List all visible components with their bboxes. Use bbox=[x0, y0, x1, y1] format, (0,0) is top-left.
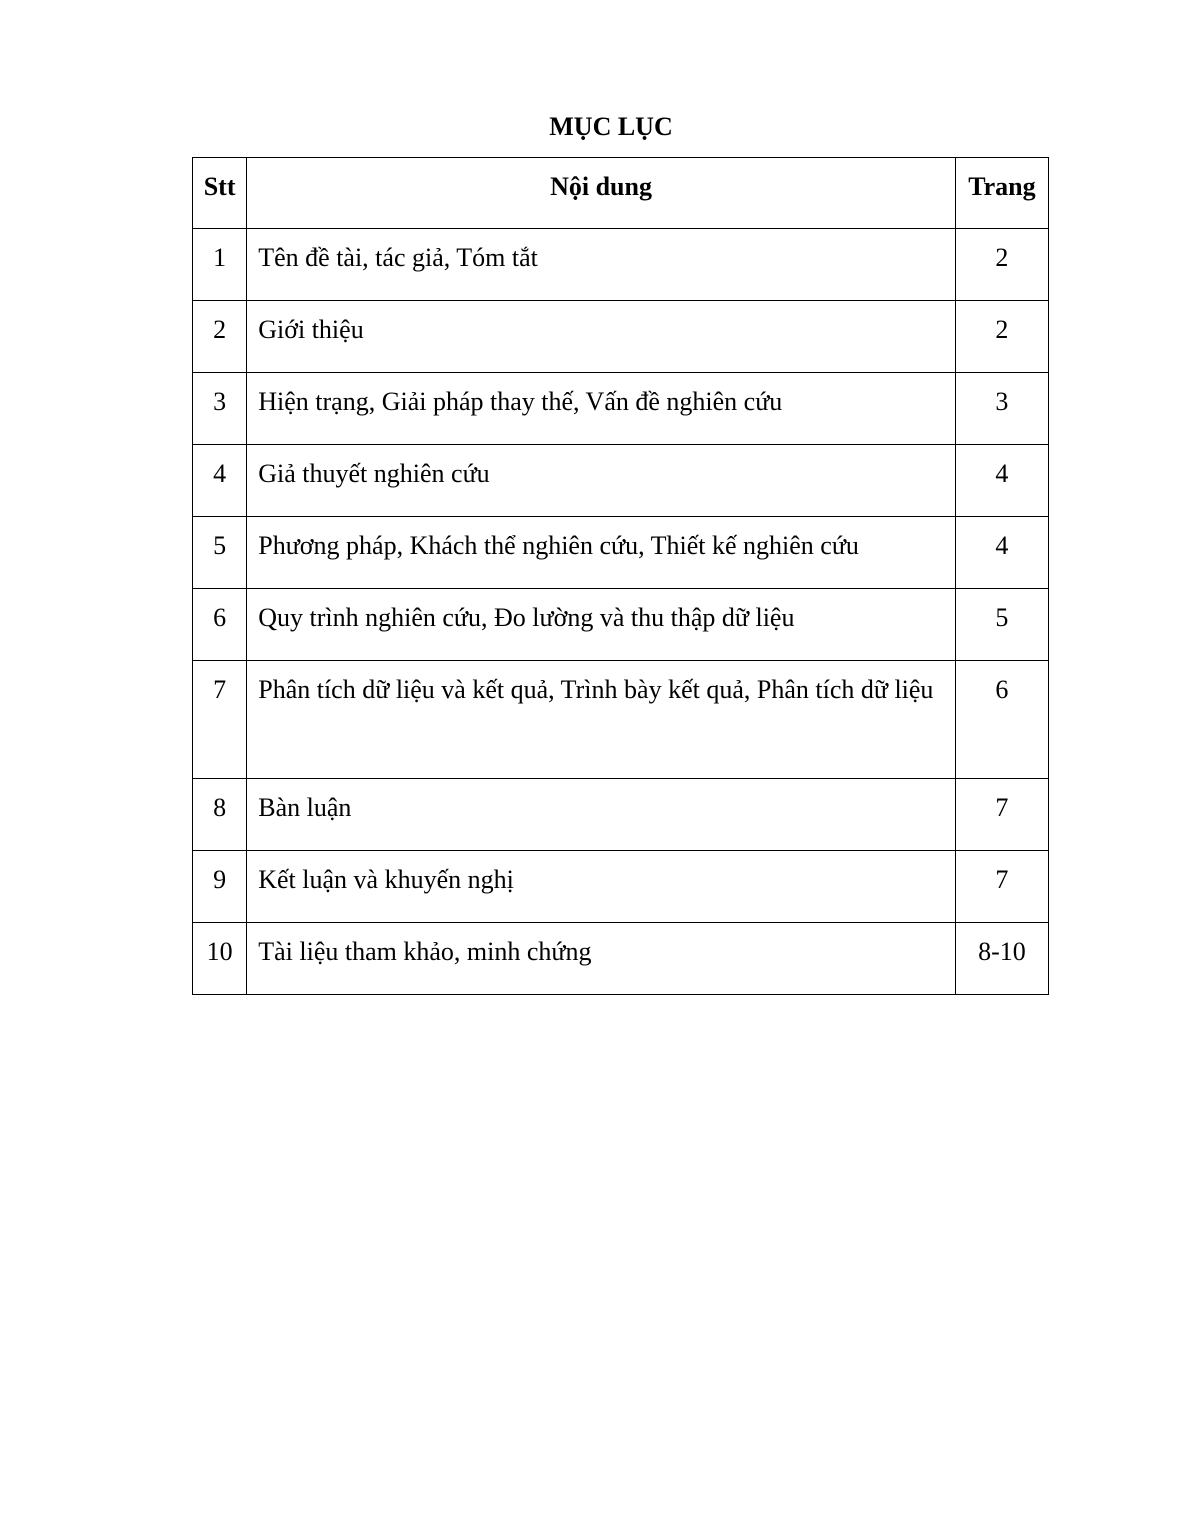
row-page: 6 bbox=[955, 661, 1048, 779]
row-page: 7 bbox=[955, 851, 1048, 923]
row-stt: 4 bbox=[193, 445, 247, 517]
row-stt: 10 bbox=[193, 923, 247, 995]
row-page: 4 bbox=[955, 445, 1048, 517]
row-stt: 7 bbox=[193, 661, 247, 779]
row-stt: 1 bbox=[193, 229, 247, 301]
table-row bbox=[193, 661, 1049, 779]
row-content: Bàn luận bbox=[247, 779, 956, 851]
row-stt: 8 bbox=[193, 779, 247, 851]
page-title: MỤC LỤC bbox=[549, 112, 673, 141]
row-content: Tài liệu tham khảo, minh chứng bbox=[247, 923, 956, 995]
header-stt: Stt bbox=[193, 158, 247, 229]
table-row bbox=[193, 851, 1049, 923]
row-page: 3 bbox=[955, 373, 1048, 445]
table-row bbox=[193, 589, 1049, 661]
row-stt: 3 bbox=[193, 373, 247, 445]
row-stt: 9 bbox=[193, 851, 247, 923]
table-row bbox=[193, 445, 1049, 517]
row-page: 5 bbox=[955, 589, 1048, 661]
table-row bbox=[193, 923, 1049, 995]
table-header-row bbox=[193, 158, 1049, 229]
row-page: 2 bbox=[955, 229, 1048, 301]
table-of-contents bbox=[192, 157, 1049, 995]
row-page: 7 bbox=[955, 779, 1048, 851]
row-content: Kết luận và khuyến nghị bbox=[247, 851, 956, 923]
row-page: 8-10 bbox=[955, 923, 1048, 995]
row-page: 2 bbox=[955, 301, 1048, 373]
table-row bbox=[193, 779, 1049, 851]
table-row bbox=[193, 373, 1049, 445]
header-content: Nội dung bbox=[247, 158, 956, 229]
row-stt: 6 bbox=[193, 589, 247, 661]
row-content: Phân tích dữ liệu và kết quả, Trình bày kết quả, Phân tích dữ liệu bbox=[247, 661, 956, 779]
row-content: Giả thuyết nghiên cứu bbox=[247, 445, 956, 517]
row-content: Giới thiệu bbox=[247, 301, 956, 373]
row-page: 4 bbox=[955, 517, 1048, 589]
row-stt: 5 bbox=[193, 517, 247, 589]
table-row bbox=[193, 301, 1049, 373]
row-content: Hiện trạng, Giải pháp thay thế, Vấn đề nghiên cứu bbox=[247, 373, 956, 445]
row-content: Tên đề tài, tác giả, Tóm tắt bbox=[247, 229, 956, 301]
row-content: Phương pháp, Khách thể nghiên cứu, Thiết kế nghiên cứu bbox=[247, 517, 956, 589]
table-row bbox=[193, 517, 1049, 589]
row-content: Quy trình nghiên cứu, Đo lường và thu thập dữ liệu bbox=[247, 589, 956, 661]
table-row bbox=[193, 229, 1049, 301]
row-stt: 2 bbox=[193, 301, 247, 373]
header-page: Trang bbox=[955, 158, 1048, 229]
